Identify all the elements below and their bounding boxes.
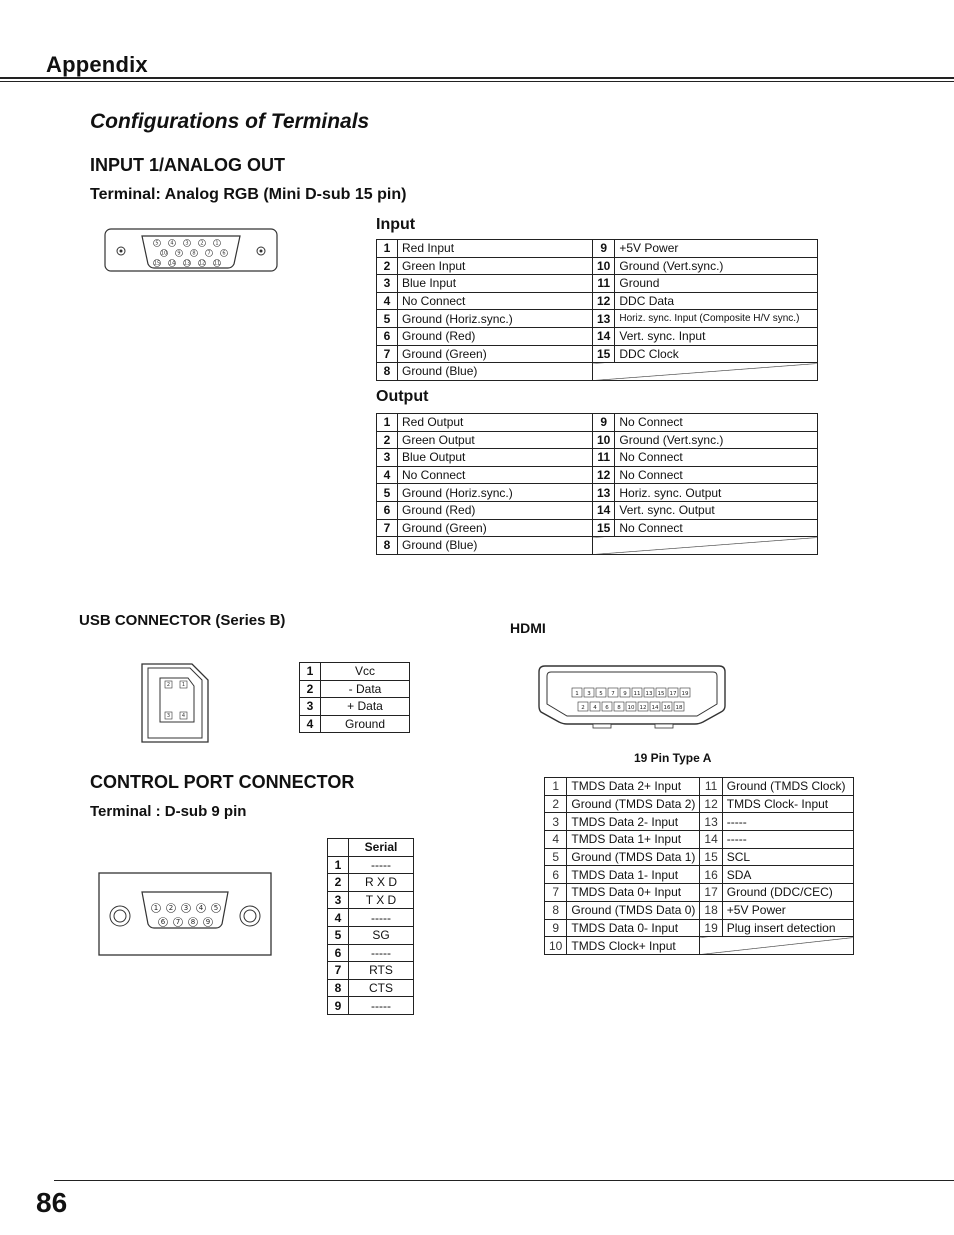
- pin-number: 8: [377, 363, 398, 381]
- pin-number: 10: [593, 431, 615, 449]
- pin-signal: Blue Input: [398, 275, 593, 293]
- table-row: [328, 856, 414, 874]
- pin-signal: No Connect: [615, 449, 818, 467]
- table-row: [545, 778, 854, 796]
- pin-signal: -----: [722, 813, 853, 831]
- analog-heading: INPUT 1/ANALOG OUT: [90, 155, 286, 175]
- analog-terminal-label: Terminal: Analog RGB (Mini D-sub 15 pin): [90, 186, 407, 203]
- header-rule: [0, 77, 954, 79]
- pin-signal: -----: [349, 944, 414, 962]
- control-pin-table: [327, 838, 414, 1015]
- pin-number: 7: [328, 962, 349, 980]
- pin-signal: TMDS Data 2+ Input: [567, 778, 700, 796]
- table-row: [545, 795, 854, 813]
- pin-signal: TMDS Data 0+ Input: [567, 884, 700, 902]
- pin-signal: Vert. sync. Input: [615, 327, 818, 345]
- table-row: [377, 345, 818, 363]
- pin-number: 4: [377, 466, 398, 484]
- page-title: Configurations of Terminals: [90, 110, 370, 133]
- pin-label: 5: [599, 691, 603, 697]
- pin-number: 1: [545, 778, 567, 796]
- table-row: [545, 919, 854, 937]
- pin-number: 1: [328, 856, 349, 874]
- pin-signal: RTS: [349, 962, 414, 980]
- pin-number: 15: [593, 345, 615, 363]
- pin-signal: SCL: [722, 848, 853, 866]
- pin-number: 3: [377, 275, 398, 293]
- pin-label: 2: [200, 240, 204, 247]
- usb-pin-table: [299, 662, 410, 733]
- pin-number: 4: [377, 292, 398, 310]
- pin-signal: Ground (Red): [398, 501, 593, 519]
- pin-number: 4: [328, 909, 349, 927]
- pin-label: 6: [222, 250, 226, 257]
- pin-label: 12: [198, 260, 206, 267]
- pin-number: 14: [593, 327, 615, 345]
- hdmi-pin-table: [544, 777, 854, 955]
- pin-number: 10: [545, 937, 567, 955]
- pin-signal: Ground (Blue): [398, 363, 593, 381]
- pin-label: 13: [183, 260, 191, 267]
- table-row: [377, 431, 818, 449]
- pin-signal: Ground (TMDS Clock): [722, 778, 853, 796]
- pin-number: 13: [700, 813, 722, 831]
- pin-signal: Ground (TMDS Data 0): [567, 901, 700, 919]
- pin-number: 6: [377, 501, 398, 519]
- pin-signal: -----: [349, 997, 414, 1015]
- table-row: [377, 292, 818, 310]
- pin-number: 5: [545, 848, 567, 866]
- hdmi-connector-icon: [537, 664, 729, 732]
- pin-number: 8: [545, 901, 567, 919]
- pin-signal: +5V Power: [615, 240, 818, 258]
- pin-signal: Ground: [321, 715, 410, 733]
- table-row: [545, 937, 854, 955]
- pin-label: 1: [153, 904, 159, 913]
- table-row: [377, 275, 818, 293]
- pin-signal: Blue Output: [398, 449, 593, 467]
- pin-signal: CTS: [349, 979, 414, 997]
- pin-number: 6: [545, 866, 567, 884]
- pin-label: 3: [587, 691, 591, 697]
- table-row: [545, 866, 854, 884]
- pin-number: 6: [377, 327, 398, 345]
- pin-signal: Ground (Horiz.sync.): [398, 310, 593, 328]
- pin-number: 2: [300, 680, 321, 698]
- pin-number: 13: [593, 484, 615, 502]
- pin-signal: -----: [349, 856, 414, 874]
- control-heading: CONTROL PORT CONNECTOR: [90, 772, 355, 792]
- pin-label: 8: [617, 705, 621, 711]
- hdmi-type-label: 19 Pin Type A: [634, 751, 712, 765]
- analog-output-table: [376, 413, 818, 555]
- hdmi-connector-diagram: [537, 664, 729, 737]
- table-row: [377, 449, 818, 467]
- pin-number: 12: [593, 292, 615, 310]
- pin-number: 2: [377, 257, 398, 275]
- pin-label: 11: [213, 260, 221, 267]
- dsub9-connector-icon: [98, 870, 274, 958]
- pin-label: 10: [160, 250, 168, 257]
- table-row: [545, 813, 854, 831]
- table-row: [300, 698, 410, 716]
- pin-signal: Plug insert detection: [722, 919, 853, 937]
- table-row: [377, 327, 818, 345]
- pin-label: 7: [611, 691, 615, 697]
- pin-signal: Vcc: [321, 663, 410, 681]
- pin-label: 14: [168, 260, 176, 267]
- pin-number: 3: [377, 449, 398, 467]
- pin-label: 17: [669, 691, 677, 697]
- pin-signal: No Connect: [615, 414, 818, 432]
- output-table-label: Output: [376, 388, 429, 405]
- pin-number: 5: [377, 310, 398, 328]
- pin-label: 7: [175, 918, 181, 927]
- table-row: [328, 997, 414, 1015]
- pin-number: 14: [700, 831, 722, 849]
- table-header-row: [328, 839, 414, 857]
- pin-signal: -----: [349, 909, 414, 927]
- pin-signal: TMDS Clock- Input: [722, 795, 853, 813]
- table-row: [545, 831, 854, 849]
- pin-label: 3: [183, 904, 189, 913]
- table-row: [545, 884, 854, 902]
- pin-number: 7: [545, 884, 567, 902]
- table-row: [300, 680, 410, 698]
- usb-b-connector-icon: [138, 660, 212, 746]
- pin-signal: - Data: [321, 680, 410, 698]
- pin-number: 9: [593, 414, 615, 432]
- pin-label: 6: [160, 918, 166, 927]
- pin-label: 8: [192, 250, 196, 257]
- pin-number: 16: [700, 866, 722, 884]
- pin-label: 15: [153, 260, 161, 267]
- pin-label: 12: [639, 705, 647, 711]
- table-row: [377, 519, 818, 537]
- pin-number: 2: [328, 874, 349, 892]
- pin-number: 7: [377, 519, 398, 537]
- pin-signal: Horiz. sync. Output: [615, 484, 818, 502]
- table-row: [377, 501, 818, 519]
- pin-label: 18: [675, 705, 683, 711]
- pin-number: 18: [700, 901, 722, 919]
- pin-label: 5: [155, 240, 159, 247]
- pin-label: 19: [681, 691, 689, 697]
- page-number: 86: [36, 1187, 68, 1218]
- pin-label: 11: [633, 691, 641, 697]
- pin-number: 1: [300, 663, 321, 681]
- empty-cell: [593, 363, 818, 381]
- table-row: [328, 944, 414, 962]
- pin-number: 3: [545, 813, 567, 831]
- pin-number: 10: [593, 257, 615, 275]
- table-row: [545, 848, 854, 866]
- pin-signal: TMDS Data 2- Input: [567, 813, 700, 831]
- table-row: [328, 926, 414, 944]
- pin-number: 9: [328, 997, 349, 1015]
- pin-number: 15: [593, 519, 615, 537]
- table-row: [377, 363, 818, 381]
- table-row: [300, 663, 410, 681]
- pin-label: 3: [185, 240, 189, 247]
- pin-signal: SDA: [722, 866, 853, 884]
- pin-signal: Red Output: [398, 414, 593, 432]
- pin-signal: Ground (Horiz.sync.): [398, 484, 593, 502]
- pin-number: 19: [700, 919, 722, 937]
- pin-signal: Horiz. sync. Input (Composite H/V sync.): [615, 310, 818, 328]
- pin-signal: No Connect: [398, 292, 593, 310]
- pin-signal: Green Input: [398, 257, 593, 275]
- pin-number: 9: [545, 919, 567, 937]
- pin-label: 1: [215, 240, 219, 247]
- pin-number: 9: [593, 240, 615, 258]
- pin-number: 4: [545, 831, 567, 849]
- header-rule-thin: [0, 81, 954, 82]
- pin-label: 7: [207, 250, 211, 257]
- table-row: [328, 909, 414, 927]
- pin-signal: SG: [349, 926, 414, 944]
- section-title: Appendix: [46, 52, 148, 77]
- column-header: Serial: [349, 839, 414, 857]
- pin-number: 2: [377, 431, 398, 449]
- pin-label: 2: [166, 682, 171, 688]
- pin-number: 2: [545, 795, 567, 813]
- pin-label: 1: [181, 682, 186, 688]
- pin-number: 4: [300, 715, 321, 733]
- pin-signal: DDC Data: [615, 292, 818, 310]
- pin-number: 1: [377, 240, 398, 258]
- pin-number: 14: [593, 501, 615, 519]
- pin-signal: No Connect: [615, 466, 818, 484]
- pin-signal: + Data: [321, 698, 410, 716]
- pin-signal: TMDS Data 1+ Input: [567, 831, 700, 849]
- pin-signal: Ground (Vert.sync.): [615, 257, 818, 275]
- pin-number: 12: [593, 466, 615, 484]
- table-row: [377, 310, 818, 328]
- pin-label: 6: [605, 705, 609, 711]
- pin-number: 7: [377, 345, 398, 363]
- pin-signal: No Connect: [398, 466, 593, 484]
- pin-signal: Red Input: [398, 240, 593, 258]
- pin-signal: No Connect: [615, 519, 818, 537]
- table-row: [377, 257, 818, 275]
- pin-signal: Ground (Red): [398, 327, 593, 345]
- vga-connector-diagram: [104, 226, 278, 291]
- pin-signal: TMDS Data 1- Input: [567, 866, 700, 884]
- pin-signal: Ground: [615, 275, 818, 293]
- table-row: [377, 466, 818, 484]
- pin-number: 11: [700, 778, 722, 796]
- footer-rule: [54, 1180, 954, 1181]
- pin-signal: TMDS Clock+ Input: [567, 937, 700, 955]
- input-table-label: Input: [376, 216, 416, 233]
- pin-number: 3: [328, 891, 349, 909]
- pin-label: 15: [657, 691, 665, 697]
- pin-number: 13: [593, 310, 615, 328]
- analog-input-table: [376, 239, 818, 381]
- table-row: [545, 901, 854, 919]
- pin-label: 9: [623, 691, 627, 697]
- pin-label: 14: [651, 705, 659, 711]
- table-row: [328, 962, 414, 980]
- pin-signal: TMDS Data 0- Input: [567, 919, 700, 937]
- pin-number: 5: [377, 484, 398, 502]
- pin-number: 15: [700, 848, 722, 866]
- pin-label: 5: [213, 904, 219, 913]
- vga-connector-icon: [104, 226, 278, 286]
- pin-label: 16: [663, 705, 671, 711]
- pin-number: 11: [593, 449, 615, 467]
- table-row: [377, 414, 818, 432]
- control-terminal-label: Terminal : D-sub 9 pin: [90, 803, 247, 820]
- pin-label: 2: [581, 705, 585, 711]
- pin-number: 3: [300, 698, 321, 716]
- table-row: [328, 979, 414, 997]
- table-row: [300, 715, 410, 733]
- pin-signal: Ground (DDC/CEC): [722, 884, 853, 902]
- pin-number: 11: [593, 275, 615, 293]
- table-row: [377, 537, 818, 555]
- usb-connector-diagram: [138, 660, 212, 751]
- pin-number: 1: [377, 414, 398, 432]
- table-row: [377, 240, 818, 258]
- pin-signal: Ground (Green): [398, 345, 593, 363]
- pin-number: 6: [328, 944, 349, 962]
- pin-signal: Green Output: [398, 431, 593, 449]
- pin-number: 8: [377, 537, 398, 555]
- pin-signal: Ground (Green): [398, 519, 593, 537]
- pin-signal: Ground (Blue): [398, 537, 593, 555]
- table-row: [377, 484, 818, 502]
- pin-signal: Ground (Vert.sync.): [615, 431, 818, 449]
- pin-label: 13: [645, 691, 653, 697]
- pin-label: 2: [168, 904, 174, 913]
- pin-signal: DDC Clock: [615, 345, 818, 363]
- pin-label: 9: [205, 918, 211, 927]
- pin-signal: +5V Power: [722, 901, 853, 919]
- pin-signal: R X D: [349, 874, 414, 892]
- table-row: [328, 891, 414, 909]
- pin-label: 1: [575, 691, 579, 697]
- pin-number: 12: [700, 795, 722, 813]
- empty-cell: [593, 537, 818, 555]
- pin-label: 4: [181, 713, 186, 719]
- pin-signal: T X D: [349, 891, 414, 909]
- pin-label: 10: [627, 705, 635, 711]
- pin-label: 9: [177, 250, 181, 257]
- pin-label: 4: [170, 240, 174, 247]
- dsub9-connector-diagram: [98, 870, 274, 963]
- pin-signal: Vert. sync. Output: [615, 501, 818, 519]
- pin-label: 4: [593, 705, 597, 711]
- pin-signal: Ground (TMDS Data 1): [567, 848, 700, 866]
- pin-number: 17: [700, 884, 722, 902]
- header-blank: [328, 839, 349, 857]
- pin-label: 4: [198, 904, 204, 913]
- usb-heading: USB CONNECTOR (Series B): [79, 612, 286, 629]
- pin-signal: -----: [722, 831, 853, 849]
- hdmi-heading: HDMI: [510, 620, 546, 636]
- pin-label: 8: [190, 918, 196, 927]
- pin-number: 8: [328, 979, 349, 997]
- pin-label: 3: [166, 713, 171, 719]
- empty-cell: [700, 937, 854, 955]
- pin-number: 5: [328, 926, 349, 944]
- table-row: [328, 874, 414, 892]
- pin-signal: Ground (TMDS Data 2): [567, 795, 700, 813]
